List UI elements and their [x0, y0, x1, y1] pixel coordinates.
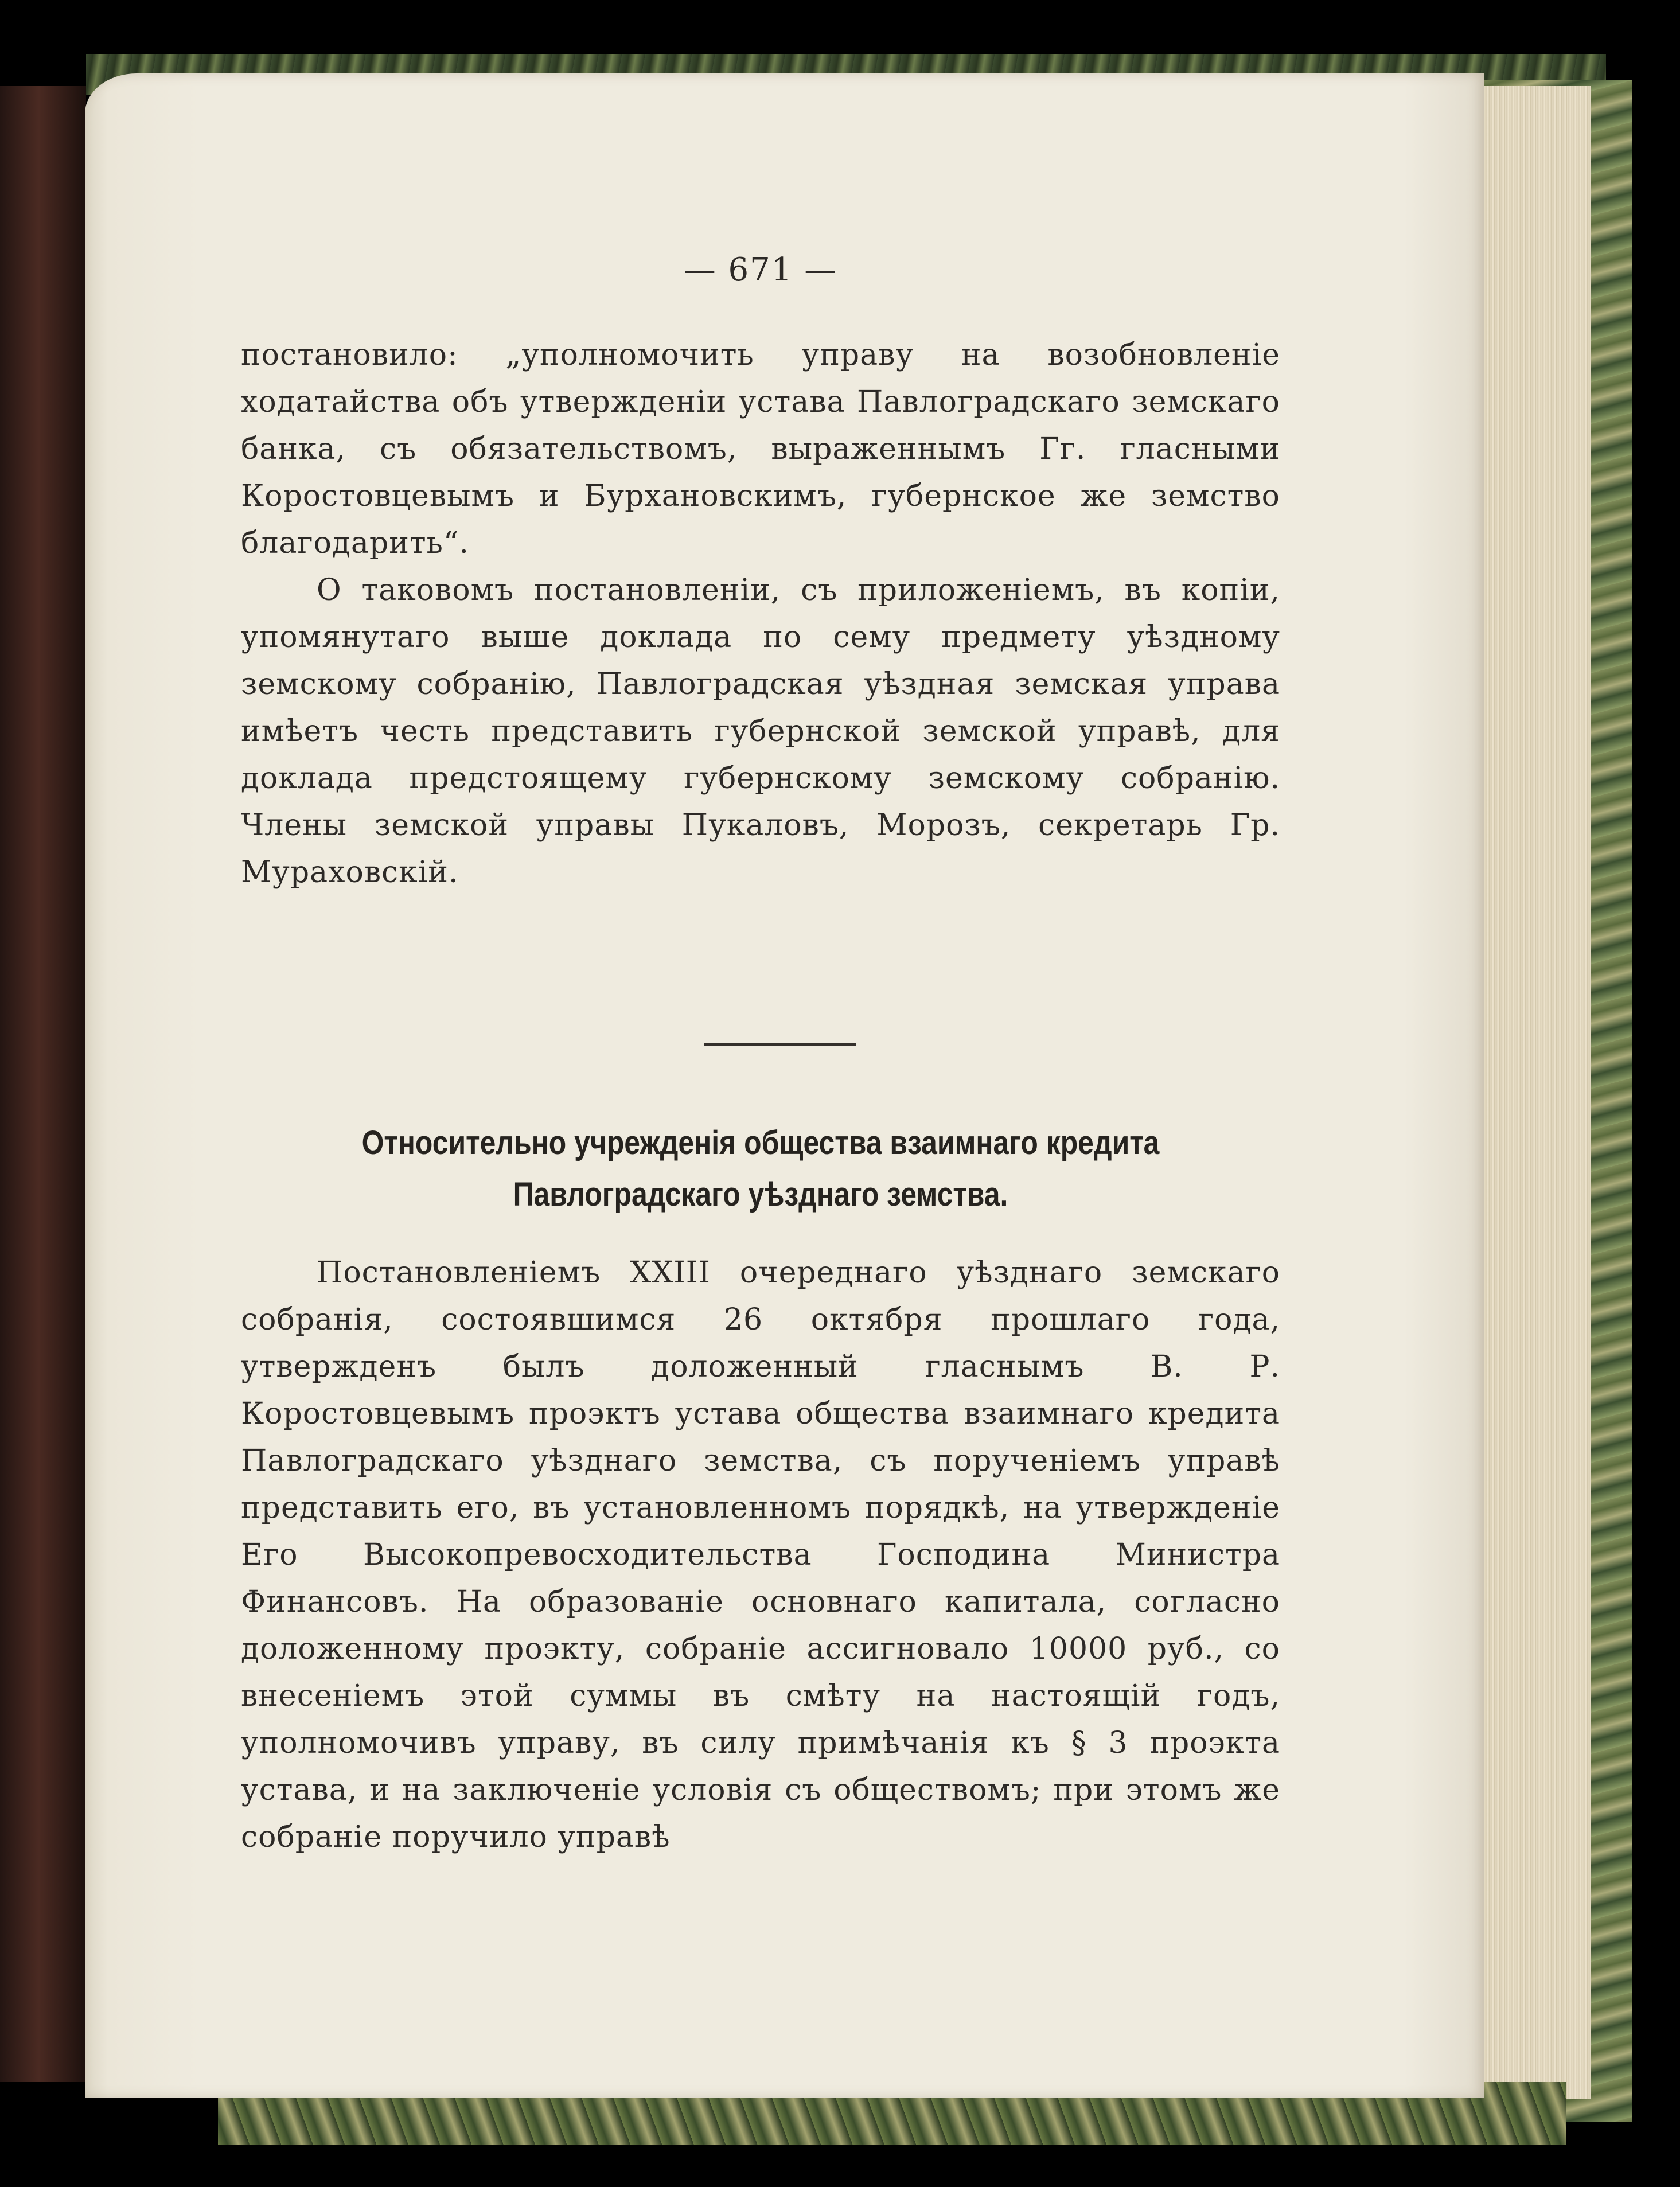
section-heading: Относительно учрежденія общества взаимнаго кредита Павлоградскаго уѣзднаго земства.: [361, 1124, 1160, 1213]
page-edges-stack: [1477, 86, 1591, 2099]
book-page: [85, 73, 1484, 2098]
book-cover-left: [0, 86, 86, 2082]
paragraph-section-body: Постановленіемъ XXIII очереднаго уѣзднаго земскаго собранія, состоявшимся 26 октября прошлаго года, утвержденъ былъ доложенный гласнымъ В. Р. Коростовцевымъ проэктъ устава общества взаимнаго кредита Павлоградскаго уѣзднаго земства, съ порученіемъ управѣ представить его, въ установленномъ порядкѣ, на утвержденіе Его Высокопревосходительства Господина Министра Финансовъ. На образованіе основнаго капитала, согласно доложенному проэкту, собраніе ассигновало 10000 руб., со внесеніемъ этой суммы въ смѣту на настоящій годъ, уполномочивъ управу, въ силу примѣчанія къ § 3 проэкта устава, и на заключеніе условія съ обществомъ; при этомъ же собраніе поручило управѣ: [241, 1256, 1280, 1854]
paragraph-report: О таковомъ постановленіи, съ приложеніемъ, въ копіи, упомянутаго выше доклада по сему предмету уѣздному земскому собранію, Павлоградская уѣздная земская управа имѣетъ честь представить губернской земской управѣ, для доклада предстоящему губернскому земскому собранію. Члены земской управы Пукаловъ, Морозъ, секретарь Гр. Мураховскій.: [241, 573, 1280, 890]
paragraph-continuation: постановило: „уполномочить управу на возобновленіе ходатайства объ утвержденіи устава Павлоградскаго земскаго банка, съ обязательствомъ, выраженнымъ Гг. гласными Коростовцевымъ и Бурхановскимъ, губернское же земство благодарить“.: [241, 338, 1280, 560]
section-divider: [704, 1043, 856, 1046]
page-number: — 671 —: [683, 251, 838, 289]
